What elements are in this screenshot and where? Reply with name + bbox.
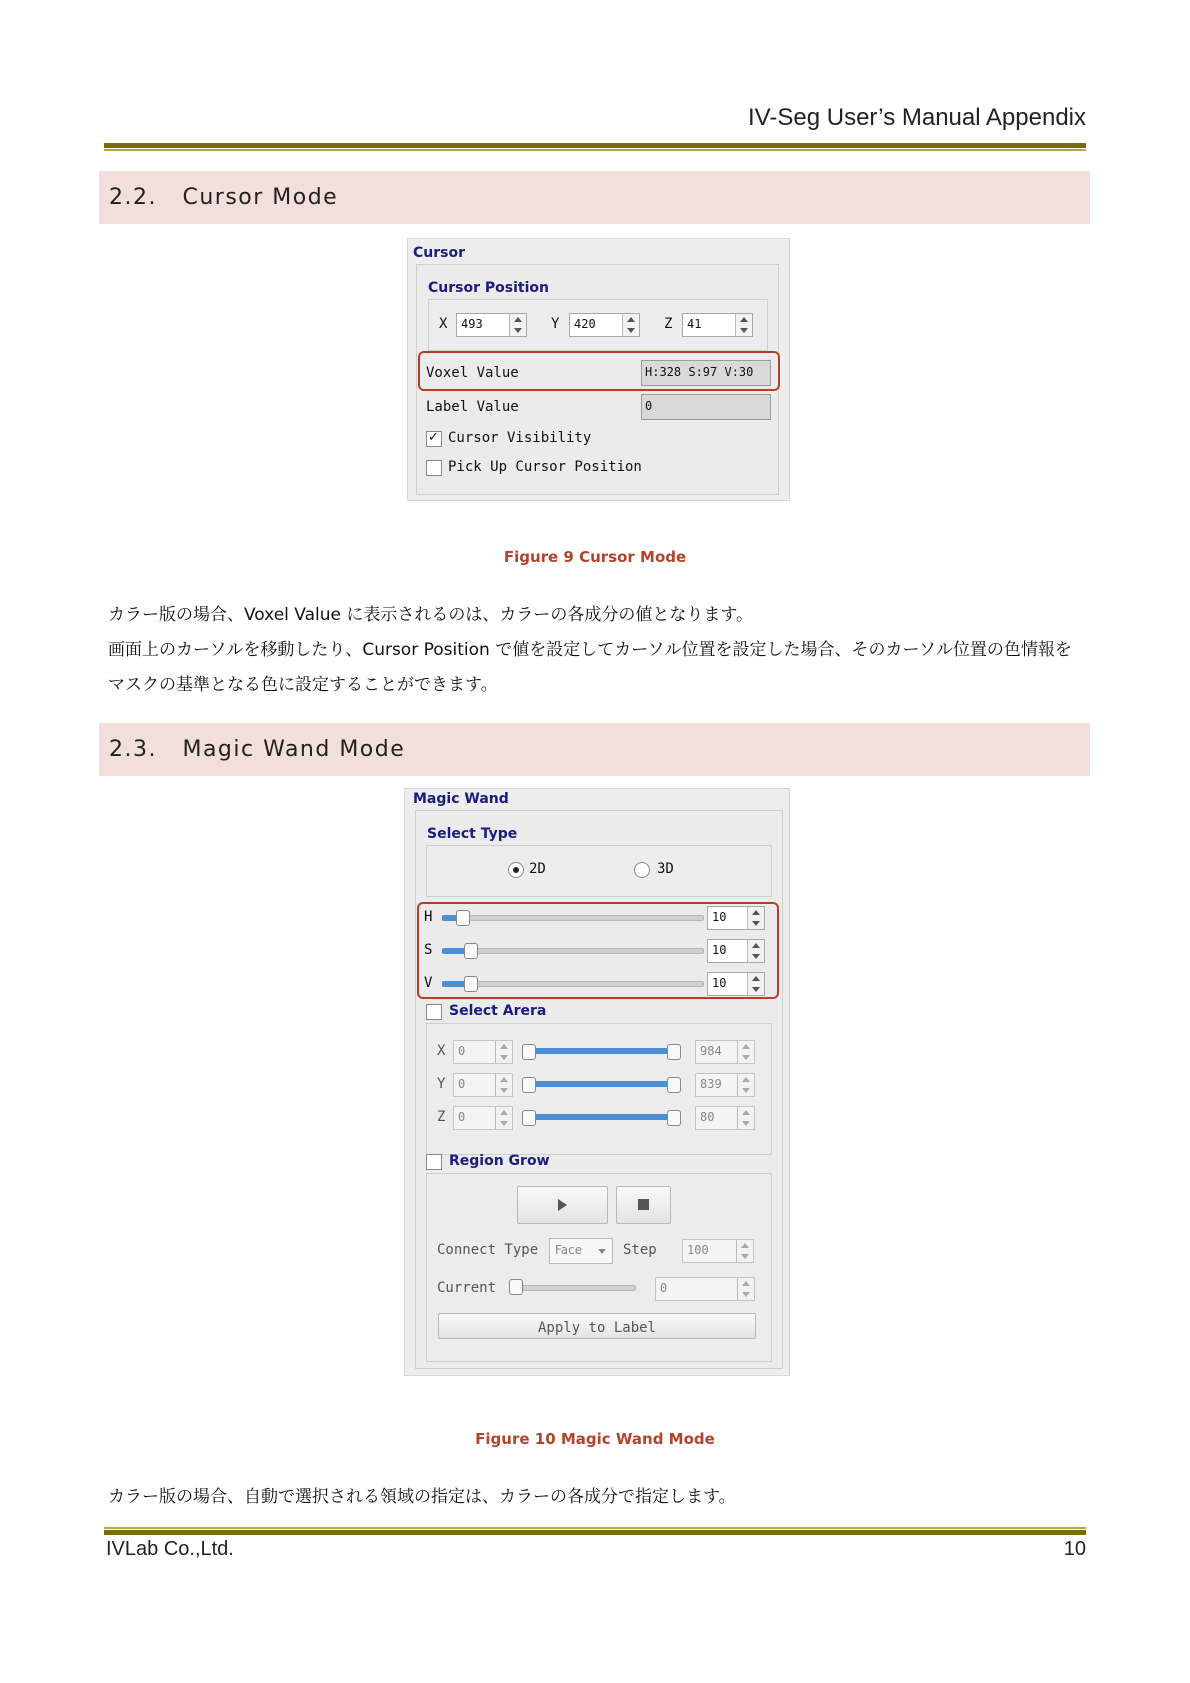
area-z-max: 80 bbox=[700, 1110, 715, 1124]
voxel-value-label: Voxel Value bbox=[426, 365, 519, 381]
footer-company: IVLab Co.,Ltd. bbox=[106, 1538, 234, 1560]
x-spin-arrows[interactable] bbox=[509, 314, 526, 336]
area-z-min-thumb[interactable] bbox=[522, 1110, 536, 1126]
select-type-group bbox=[426, 845, 772, 897]
cursor-panel bbox=[407, 238, 790, 501]
apply-to-label-text: Apply to Label bbox=[537, 1320, 656, 1336]
y-spinbox[interactable] bbox=[569, 313, 640, 337]
y-spin-arrows[interactable] bbox=[622, 314, 639, 336]
x-value: 493 bbox=[461, 317, 483, 331]
select-area-title: Select Arera bbox=[449, 1003, 547, 1019]
paragraph-1: カラー版の場合、Voxel Value に表示されるのは、カラーの各成分の値となります。 bbox=[108, 605, 754, 625]
radio-2d-label: 2D bbox=[529, 861, 546, 877]
check-icon: ✓ bbox=[428, 430, 439, 445]
magic-wand-panel bbox=[404, 788, 790, 1376]
area-x-min-spinbox[interactable] bbox=[453, 1040, 513, 1064]
connect-type-label: Connect Type bbox=[437, 1242, 539, 1258]
label-value: 0 bbox=[645, 399, 653, 413]
area-y-label: Y bbox=[437, 1076, 446, 1092]
footer-page-number: 10 bbox=[1063, 1538, 1086, 1560]
magic-wand-title: Magic Wand bbox=[413, 791, 509, 807]
radio-2d[interactable] bbox=[508, 862, 524, 878]
v-slider-thumb[interactable] bbox=[464, 976, 478, 992]
s-value: 10 bbox=[712, 943, 727, 957]
area-y-max-spinbox[interactable] bbox=[695, 1073, 755, 1097]
area-z-min-spinbox[interactable] bbox=[453, 1106, 513, 1130]
voxel-value-field bbox=[641, 360, 771, 386]
cursor-position-title: Cursor Position bbox=[428, 280, 549, 296]
section-title: Magic Wand Mode bbox=[182, 737, 406, 762]
h-spin-arrows[interactable] bbox=[747, 907, 764, 929]
radio-3d[interactable] bbox=[634, 862, 650, 878]
area-z-min-arrows[interactable] bbox=[495, 1107, 512, 1129]
paragraph-3: カラー版の場合、自動で選択される領域の指定は、カラーの各成分で指定します。 bbox=[108, 1487, 736, 1507]
footer-rule bbox=[104, 1530, 1086, 1535]
s-slider-thumb[interactable] bbox=[464, 943, 478, 959]
v-value: 10 bbox=[712, 976, 727, 990]
area-y-range-fill bbox=[529, 1081, 671, 1087]
area-x-max: 984 bbox=[700, 1044, 722, 1058]
section-title: Cursor Mode bbox=[182, 185, 339, 210]
header-rule-thin bbox=[104, 149, 1086, 151]
chevron-down-icon bbox=[598, 1249, 606, 1254]
y-label: Y bbox=[551, 316, 560, 332]
connect-type-combo[interactable] bbox=[549, 1238, 613, 1264]
play-icon bbox=[558, 1199, 567, 1211]
section-heading-magic-wand-mode bbox=[99, 723, 1090, 776]
paragraph-2: 画面上のカーソルを移動したり、Cursor Position で値を設定してカーソル位置を設定した場合、そのカーソル位置の色情報をマスクの基準となる色に設定することができます。 bbox=[108, 640, 1072, 695]
radio-3d-label: 3D bbox=[657, 861, 674, 877]
area-z-range-fill bbox=[529, 1114, 671, 1120]
area-z-max-thumb[interactable] bbox=[667, 1110, 681, 1126]
area-x-min: 0 bbox=[458, 1044, 466, 1058]
area-y-min-arrows[interactable] bbox=[495, 1074, 512, 1096]
label-value-field bbox=[641, 394, 771, 420]
h-slider-thumb[interactable] bbox=[456, 910, 470, 926]
area-z-min: 0 bbox=[458, 1110, 466, 1124]
select-type-title: Select Type bbox=[427, 826, 518, 842]
pickup-position-checkbox[interactable] bbox=[426, 460, 442, 476]
z-spinbox[interactable] bbox=[682, 313, 753, 337]
step-label: Step bbox=[623, 1242, 657, 1258]
area-y-max-thumb[interactable] bbox=[667, 1077, 681, 1093]
area-y-min-thumb[interactable] bbox=[522, 1077, 536, 1093]
h-label: H bbox=[424, 909, 433, 925]
stop-button[interactable] bbox=[616, 1186, 671, 1224]
current-spin-arrows[interactable] bbox=[737, 1278, 754, 1300]
pickup-position-label: Pick Up Cursor Position bbox=[448, 459, 642, 475]
h-value: 10 bbox=[712, 910, 727, 924]
z-label: Z bbox=[664, 316, 673, 332]
h-spinbox[interactable] bbox=[707, 906, 765, 930]
current-label: Current bbox=[437, 1280, 497, 1296]
cursor-visibility-checkbox[interactable] bbox=[426, 431, 442, 447]
area-y-max: 839 bbox=[700, 1077, 722, 1091]
voxel-value: H:328 S:97 V:30 bbox=[645, 365, 754, 379]
play-button[interactable] bbox=[517, 1186, 608, 1224]
figure-10-caption: Figure 10 Magic Wand Mode bbox=[475, 1430, 715, 1448]
area-y-min-spinbox[interactable] bbox=[453, 1073, 513, 1097]
section-number: 2.3. bbox=[109, 737, 157, 762]
s-spinbox[interactable] bbox=[707, 939, 765, 963]
section-number: 2.2. bbox=[109, 185, 157, 210]
area-z-max-arrows[interactable] bbox=[737, 1107, 754, 1129]
area-x-range-fill bbox=[529, 1048, 671, 1054]
area-x-label: X bbox=[437, 1043, 446, 1059]
area-x-min-arrows[interactable] bbox=[495, 1041, 512, 1063]
s-label: S bbox=[424, 942, 433, 958]
current-slider-track[interactable] bbox=[509, 1285, 636, 1291]
apply-to-label-button[interactable] bbox=[438, 1313, 756, 1339]
y-value: 420 bbox=[574, 317, 596, 331]
v-spinbox[interactable] bbox=[707, 972, 765, 996]
connect-type-value: Face bbox=[555, 1243, 583, 1257]
h-slider-track[interactable] bbox=[442, 915, 704, 921]
area-y-min: 0 bbox=[458, 1077, 466, 1091]
current-spinbox[interactable] bbox=[655, 1277, 755, 1301]
document-header-title: IV-Seg User’s Manual Appendix bbox=[748, 104, 1086, 131]
header-rule bbox=[104, 143, 1086, 148]
v-label: V bbox=[424, 975, 433, 991]
area-x-max-spinbox[interactable] bbox=[695, 1040, 755, 1064]
current-value: 0 bbox=[660, 1281, 668, 1295]
cursor-panel-title: Cursor bbox=[413, 245, 466, 261]
area-z-label: Z bbox=[437, 1109, 446, 1125]
area-x-min-thumb[interactable] bbox=[522, 1044, 536, 1060]
s-spin-arrows[interactable] bbox=[747, 940, 764, 962]
region-grow-checkbox[interactable] bbox=[426, 1154, 442, 1170]
label-value-label: Label Value bbox=[426, 399, 519, 415]
cursor-visibility-label: Cursor Visibility bbox=[448, 430, 592, 446]
z-value: 41 bbox=[687, 317, 702, 331]
region-grow-title: Region Grow bbox=[449, 1153, 550, 1169]
v-spin-arrows[interactable] bbox=[747, 973, 764, 995]
s-slider-track[interactable] bbox=[442, 948, 704, 954]
current-slider-thumb[interactable] bbox=[509, 1279, 523, 1295]
footer-rule-thin bbox=[104, 1527, 1086, 1529]
stop-icon bbox=[638, 1199, 649, 1210]
figure-9-caption: Figure 9 Cursor Mode bbox=[503, 548, 687, 566]
z-spin-arrows[interactable] bbox=[735, 314, 752, 336]
step-spin-arrows[interactable] bbox=[736, 1240, 753, 1262]
step-spinbox[interactable] bbox=[682, 1239, 754, 1263]
area-x-max-arrows[interactable] bbox=[737, 1041, 754, 1063]
step-value: 100 bbox=[687, 1243, 709, 1257]
section-heading-cursor-mode bbox=[99, 171, 1090, 224]
v-slider-track[interactable] bbox=[442, 981, 704, 987]
area-z-max-spinbox[interactable] bbox=[695, 1106, 755, 1130]
x-label: X bbox=[439, 316, 448, 332]
x-spinbox[interactable] bbox=[456, 313, 527, 337]
select-area-checkbox[interactable] bbox=[426, 1004, 442, 1020]
area-x-max-thumb[interactable] bbox=[667, 1044, 681, 1060]
area-y-max-arrows[interactable] bbox=[737, 1074, 754, 1096]
